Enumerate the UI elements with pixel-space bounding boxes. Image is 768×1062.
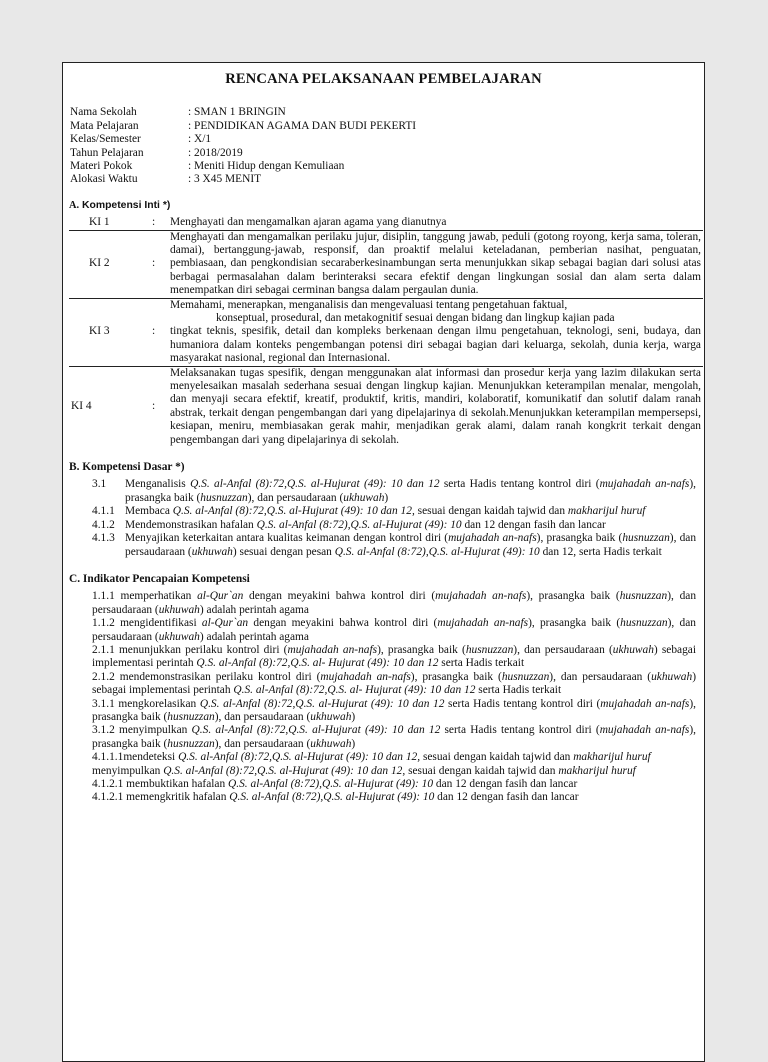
text-run: ) adalah perintah agama xyxy=(199,603,309,616)
text-run: serta Hadis tentang kontrol diri ( xyxy=(440,724,600,737)
italic-text: Q.S. al-Anfal (8):72,Q.S. al- Hujurat (49): 10 dan 12 xyxy=(233,684,476,697)
text-run: ), dan persaudaraan ( xyxy=(214,737,311,750)
text-run: 2.1.2 mendemonstrasikan perilaku kontrol diri ( xyxy=(92,670,321,683)
identity-label: Materi Pokok xyxy=(70,159,133,172)
italic-text: makharijul huruf xyxy=(567,505,646,518)
ki-text-line: Memahami, menerapkan, menganalisis dan mengevaluasi tentang pengetahuan faktual, xyxy=(170,298,568,311)
text-run: serta Hadis terkait xyxy=(475,684,562,697)
identity-label: Tahun Pelajaran xyxy=(70,146,144,159)
text-run: ) sebagai implementasi perintah xyxy=(92,643,697,670)
italic-text: husnuzzan xyxy=(620,617,668,630)
ki-text: Melaksanakan tugas spesifik, dengan menggunakan alat informasi dan prosedur kerja yang lazim dilakukan serta menyelesaikan masalah sederhana sesuai dengan lingkup kajian. Menunjukkan keterampilan menalar, mengolah, dan menyaji secara efektif, kreatif, produktif, kritis, mandiri, kolaboratif, komunikatif dan solutif dalam ranah abstrak, terkait dengan pengembangan dari yang dipelajarinya di sekolah.Menunjukkan keterampilan mempersepsi, kesiapan, meniru, membiasakan gerak mahir, menjadikan gerak alami, dalam ranah kongkrit terkait dengan pengembangan dari yang dipelajarinya di sekolah. xyxy=(170,366,701,446)
document-title: RENCANA PELAKSANAAN PEMBELAJARAN xyxy=(225,71,542,87)
text-run: Membaca xyxy=(125,505,173,518)
identity-value: : 2018/2019 xyxy=(188,146,243,159)
text-run: ), dan persaudaraan ( xyxy=(125,532,697,558)
text-run: Menganalisis xyxy=(125,478,191,491)
text-run: ), dan persaudaraan ( xyxy=(247,491,344,504)
italic-text: husnuzzan xyxy=(167,737,215,750)
indicator-item xyxy=(92,765,696,778)
ki-text: Menghayati dan mengamalkan perilaku jujur, disiplin, tanggung jawab, peduli (gotong royong, kerja sama, toleran, damai), bertanggung-jawab, responsif, dan proaktif melalui keteladanan, pemberian nasihat, penguatan, pembiasaan, dan pengkondisian secaraberkesinambungan serta menunjukkan sikap sebagai bagian dari solusi atas berbagai permasalahan dalam berinteraksi secara efektif dengan lingkungan sosial dan alam serta dalam menempatkan diri sebagai cerminan bangsa dalam pergaulan dunia. xyxy=(170,230,701,297)
kd-number: 4.1.3 xyxy=(92,532,115,545)
identity-value: : PENDIDIKAN AGAMA DAN BUDI PEKERTI xyxy=(188,119,417,132)
italic-text: mujahadah an-nafs xyxy=(437,617,529,630)
ki-table xyxy=(69,216,703,447)
indicator-item xyxy=(92,671,696,698)
identity-row xyxy=(70,147,698,160)
identity-value: : SMAN 1 BRINGIN xyxy=(188,106,286,119)
section-a-heading xyxy=(69,199,698,212)
italic-text: Q.S. al-Anfal (8):72,Q.S. al-Hujurat (49): 10 dan 12 xyxy=(190,478,440,491)
italic-text: husnuzzan xyxy=(465,643,514,656)
identity-label: Kelas/Semester xyxy=(70,133,141,146)
italic-text: ukhuwah xyxy=(310,710,352,723)
text-run: serta Hadis tentang kontrol diri ( xyxy=(444,697,601,710)
indicator-item xyxy=(92,778,696,791)
italic-text: husnuzzan xyxy=(200,491,248,504)
text-run: dengan meyakini bahwa kontrol diri ( xyxy=(243,590,436,603)
italic-text: makharijul huruf xyxy=(558,764,636,777)
italic-text: mujahadah an-nafs xyxy=(320,670,411,683)
text-run: ), dan persaudaraan ( xyxy=(214,710,311,723)
text-run: ), prasangka baik ( xyxy=(377,643,466,656)
ki-colon: : xyxy=(152,400,156,413)
indicator-item xyxy=(92,644,696,671)
ki-colon: : xyxy=(152,257,156,270)
italic-text: ukhuwah xyxy=(158,630,200,643)
ki-colon: : xyxy=(152,325,156,338)
text-run: 4.1.2.1 membuktikan hafalan xyxy=(92,778,229,790)
ki-code: KI 3 xyxy=(89,325,110,338)
section-a-prefix: A. xyxy=(69,199,80,211)
text-run: ), prasangka baik ( xyxy=(528,617,621,630)
italic-text: Q.S. al-Anfal (8):72,Q.S. al-Hujurat (49): 10 dan 12, xyxy=(178,751,421,764)
section-c-heading: C. Indikator Pencapaian Kompetensi xyxy=(69,572,250,585)
italic-text: mujahadah an-nafs xyxy=(599,478,690,491)
kd-item xyxy=(69,505,698,518)
italic-text: Q.S. al-Anfal (8:72),Q.S. al-Hujurat (49): 10 xyxy=(229,791,435,804)
italic-text: al-Qur`an xyxy=(197,590,244,603)
ki-colon: : xyxy=(152,216,156,229)
italic-text: husnuzzan xyxy=(619,590,668,603)
text-run: 1.1.1 memperhatikan xyxy=(92,590,198,603)
italic-text: Q.S. al-Anfal (8:72),Q.S. al-Hujurat (49): 10 xyxy=(228,778,434,790)
indicator-item xyxy=(92,791,696,804)
text-run: Mendemonstrasikan hafalan xyxy=(125,518,257,531)
italic-text: al-Qur`an xyxy=(201,617,249,630)
kd-text xyxy=(125,478,698,505)
identity-row xyxy=(70,120,698,133)
indicator-item xyxy=(92,751,696,764)
text-run: 3.1.2 menyimpulkan xyxy=(92,724,192,737)
kd-item xyxy=(69,519,698,532)
kd-text xyxy=(125,532,698,559)
ki-code: KI 1 xyxy=(89,216,110,229)
text-run: ), prasangka baik ( xyxy=(92,697,696,723)
identity-value: : Meniti Hidup dengan Kemuliaan xyxy=(188,159,345,172)
italic-text: ukhuwah xyxy=(310,737,352,750)
text-run: ), dan persaudaraan ( xyxy=(92,590,697,616)
text-run: ) xyxy=(351,710,356,723)
text-run: ), prasangka baik ( xyxy=(125,478,696,504)
text-run: ) adalah perintah agama xyxy=(199,630,309,643)
text-run: 3.1.1 mengkorelasikan xyxy=(92,697,200,710)
indicator-item xyxy=(92,617,696,644)
italic-text: husnuzzan xyxy=(167,710,215,723)
text-run: dan 12 dengan fasih dan lancar xyxy=(434,791,579,804)
text-run: ) sebagai implementasi perintah xyxy=(92,670,696,697)
text-run: 1.1.2 mengidentifikasi xyxy=(92,617,202,630)
ki-text xyxy=(170,298,703,366)
italic-text: husnuzzan xyxy=(622,532,670,545)
section-b-heading: B. Kompetensi Dasar *) xyxy=(69,461,185,474)
text-run: ), prasangka baik ( xyxy=(526,590,620,603)
italic-text: Q.S. al-Anfal (8):72,Q.S. al-Hujurat (49): 10 dan 12 xyxy=(191,724,441,737)
text-run: ), dan persaudaraan ( xyxy=(92,617,696,643)
ki-text-line: konseptual, prosedural, dan metakognitif sesuai dengan bidang dan lingkup kajian pada xyxy=(216,312,615,324)
text-run: ), dan persaudaraan ( xyxy=(549,670,652,683)
identity-value: : X/1 xyxy=(188,133,212,146)
kd-item xyxy=(69,532,698,559)
text-run: dan 12 dengan fasih dan lancar xyxy=(433,778,578,790)
text-run: 2.1.1 menunjukkan perilaku kontrol diri ( xyxy=(92,643,288,656)
italic-text: husnuzzan xyxy=(501,670,550,683)
identity-row xyxy=(70,106,698,119)
text-run: ), prasangka baik ( xyxy=(410,670,502,683)
italic-text: Q.S. al-Anfal (8):72,Q.S. al-Hujurat (49): 10 dan 12 xyxy=(199,697,445,710)
text-run: ), prasangka baik ( xyxy=(536,532,623,545)
italic-text: mujahadah an-nafs xyxy=(287,643,378,656)
ki-code: KI 2 xyxy=(89,257,110,270)
text-run: sesuai dengan kaidah tajwid dan xyxy=(420,751,574,764)
text-run: dan 12 dengan fasih dan lancar xyxy=(461,518,606,531)
italic-text: ukhuwah xyxy=(343,491,385,504)
identity-row xyxy=(70,160,698,173)
text-run: ) sesuai dengan pesan xyxy=(232,545,335,558)
text-run: Menyajikan keterkaitan antara kualitas keimanan dengan kontrol diri ( xyxy=(125,532,449,545)
text-run: ) xyxy=(351,737,356,750)
ki-row xyxy=(69,230,703,298)
text-run: serta Hadis tentang kontrol diri ( xyxy=(439,478,600,491)
identity-label: Mata Pelajaran xyxy=(70,119,139,132)
italic-text: mujahadah an-nafs xyxy=(435,590,527,603)
kd-list xyxy=(69,478,698,558)
text-run: sesuai dengan kaidah tajwid dan xyxy=(414,505,568,518)
italic-text: ukhuwah xyxy=(191,545,233,558)
identity-row xyxy=(70,173,698,186)
text-run: 4.1.1.1mendeteksi xyxy=(92,751,179,764)
italic-text: makharijul huruf xyxy=(573,751,651,764)
text-run: ), prasangka baik ( xyxy=(92,724,696,750)
text-run: ) xyxy=(384,491,389,504)
ki-code: KI 4 xyxy=(71,400,92,413)
indicator-list xyxy=(69,590,698,805)
kd-item xyxy=(69,478,698,505)
text-run: 4.1.2.1 memengkritik hafalan xyxy=(92,791,230,804)
italic-text: ukhuwah xyxy=(158,603,200,616)
document-page xyxy=(62,62,705,1062)
kd-text xyxy=(125,505,698,518)
indicator-item xyxy=(92,590,696,617)
kd-text xyxy=(125,519,698,532)
identity-block xyxy=(70,106,698,186)
italic-text: Q.S. al-Anfal (8):72,Q.S. al-Hujurat (49): 10 dan 12, xyxy=(172,505,415,518)
identity-label: Alokasi Waktu xyxy=(70,173,138,186)
identity-label: Nama Sekolah xyxy=(70,106,137,119)
text-run: menyimpulkan xyxy=(92,764,164,777)
kd-number: 4.1.1 xyxy=(92,505,115,518)
italic-text: Q.S. al-Anfal (8:72),Q.S. al-Hujurat (49): 10 xyxy=(334,545,540,558)
text-run: sesuai dengan kaidah tajwid dan xyxy=(405,764,559,777)
italic-text: Q.S. al-Anfal (8):72,Q.S. al- Hujurat (49): 10 dan 12 xyxy=(196,657,439,670)
kd-number: 3.1 xyxy=(92,478,107,491)
italic-text: mujahadah an-nafs xyxy=(448,532,537,545)
section-a-title: Kompetensi Inti *) xyxy=(82,199,171,211)
indicator-item xyxy=(92,724,696,751)
identity-row xyxy=(70,133,698,146)
italic-text: ukhuwah xyxy=(651,670,693,683)
identity-value: : 3 X45 MENIT xyxy=(188,173,262,186)
text-run: serta Hadis terkait xyxy=(438,657,525,670)
italic-text: Q.S. al-Anfal (8:72),Q.S. al-Hujurat (49): 10 xyxy=(256,518,462,531)
italic-text: mujahadah an-nafs xyxy=(600,697,690,710)
ki-text: Menghayati dan mengamalkan ajaran agama yang dianutnya xyxy=(170,216,447,229)
text-run: dengan meyakini bahwa kontrol diri ( xyxy=(248,617,438,630)
ki-row xyxy=(69,298,703,366)
italic-text: Q.S. al-Anfal (8):72,Q.S. al-Hujurat (49): 10 dan 12, xyxy=(163,764,406,777)
ki-row xyxy=(69,216,703,230)
text-run: ), dan persaudaraan ( xyxy=(513,643,613,656)
indicator-item xyxy=(92,698,696,725)
italic-text: mujahadah an-nafs xyxy=(599,724,690,737)
text-run: dan 12, serta Hadis terkait xyxy=(539,545,662,558)
kd-number: 4.1.2 xyxy=(92,518,115,531)
ki-text-line: tingkat teknis, spesifik, detail dan kompleks berkenaan dengan ilmu pengetahuan, teknologi, seni, budaya, dan humaniora dalam konteks pengembangan potensi diri sebagai bagian dari keluarga, sekolah, dunia kerja, warga masyarakat nasional, regional dan Internasional. xyxy=(170,325,701,365)
italic-text: ukhuwah xyxy=(612,643,654,656)
ki-row xyxy=(69,366,703,447)
